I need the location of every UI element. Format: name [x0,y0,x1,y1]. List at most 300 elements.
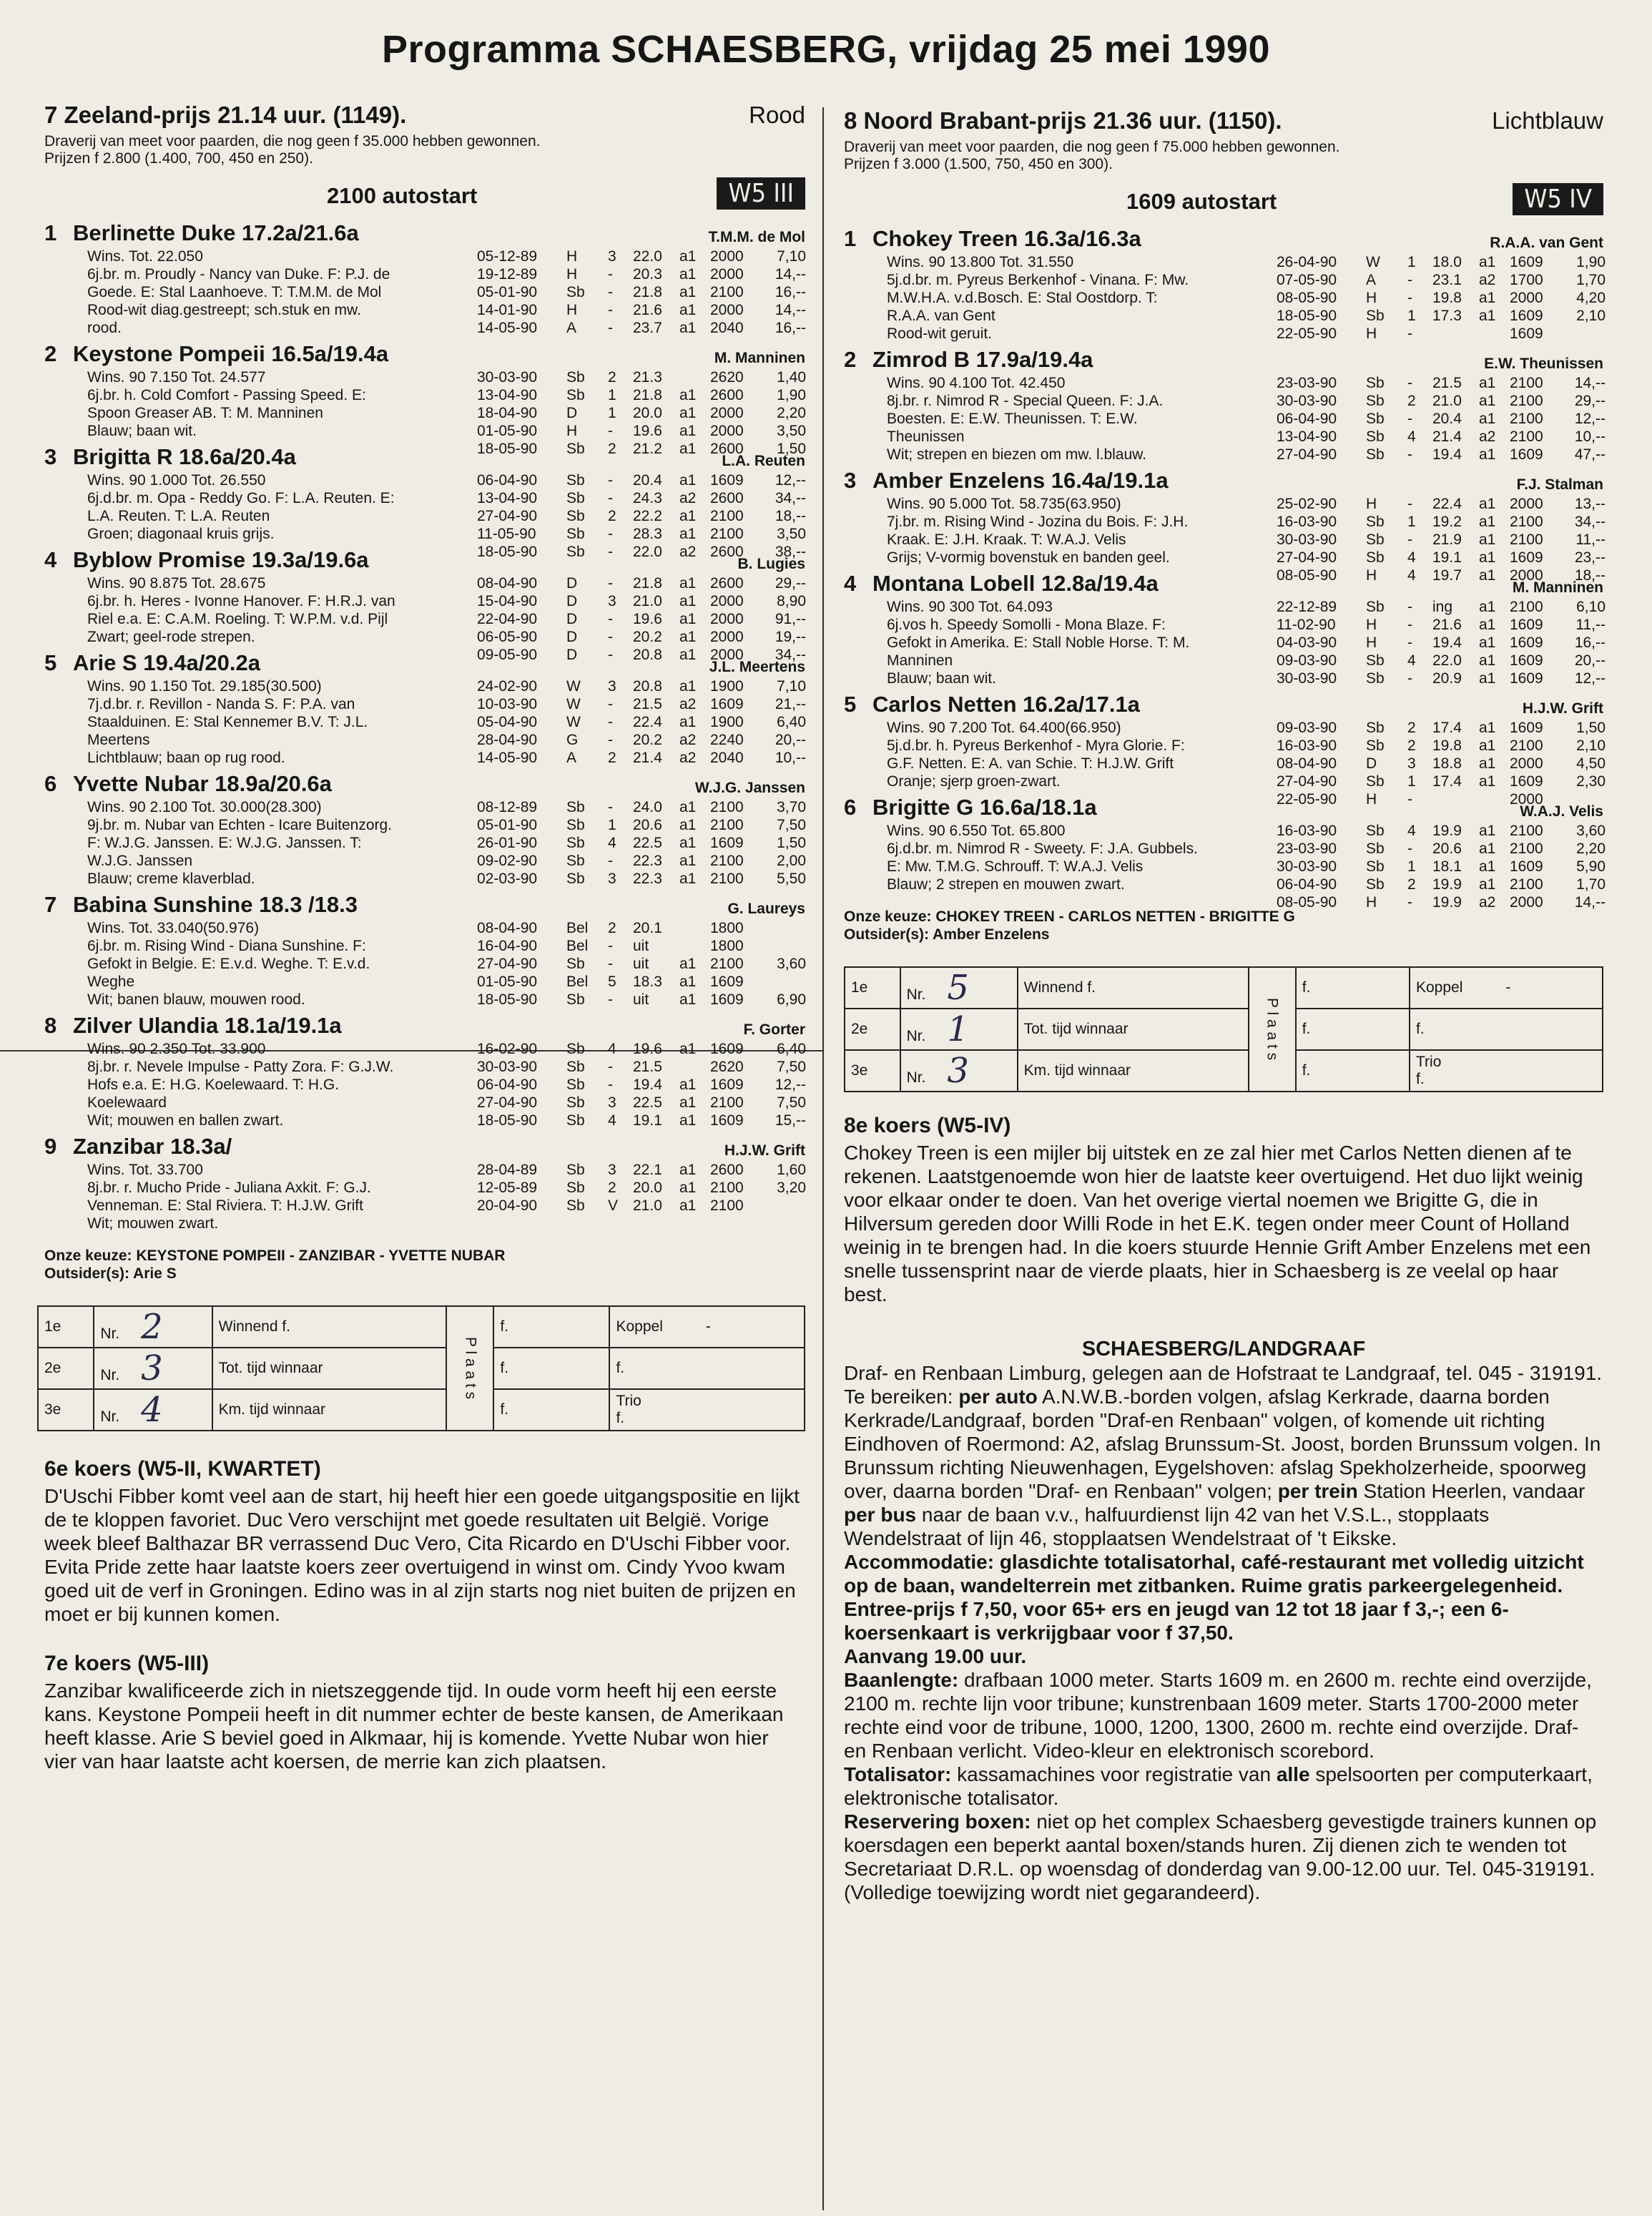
start-class: a2 [679,732,697,748]
distance: 2100 [710,1197,744,1214]
placing: - [608,732,613,748]
venue-label: Reservering boxen: [844,1810,1031,1833]
km-time: 21.6 [633,302,662,318]
distance: 2000 [1510,894,1543,911]
placing: - [608,266,613,283]
start-row [1277,876,1606,893]
horse-number: 5 [44,650,57,675]
start-date: 16-03-90 [1277,823,1337,839]
start-row [1277,495,1606,513]
placing: - [608,575,613,592]
placing: 3 [608,1162,616,1178]
placing: 2 [1407,876,1416,893]
track: Sb [566,472,585,489]
track: Sb [1366,411,1385,427]
start-class: a2 [679,696,697,712]
horse-name-row [44,1013,805,1040]
horse-info-line: 5j.d.br. m. Pyreus Berkenhof - Vinana. F: Mw. [887,272,1189,288]
horse-name-row [44,547,805,574]
distance: 2000 [710,647,744,663]
odds: 12,-- [1574,411,1606,427]
odds: 3,20 [777,1180,806,1196]
venue-text: spelsoorten per computerkaart, elektronische totalisator. [844,1763,1593,1809]
horse-name-row [844,226,1603,253]
placing: 4 [1407,567,1416,584]
horse-details [844,822,1606,911]
plaats-payout: f. [493,1389,609,1431]
horse-number: 3 [844,468,857,493]
winner-number-cell [94,1348,212,1389]
track: Sb [566,817,585,833]
distance: 2000 [710,611,744,627]
placing: 2 [608,920,616,936]
distance: 2100 [1510,599,1543,615]
track: D [566,647,578,663]
preview-8 [844,1114,1603,1306]
placing: - [608,714,613,730]
race-color: Lichtblauw [1492,107,1603,134]
start-date: 01-05-90 [477,974,538,990]
horse-number: 7 [44,892,57,917]
horse-info-line: Wins. 90 1.000 Tot. 26.550 [87,472,266,489]
plaats-label: P l a a t s [1249,967,1296,1092]
trio-cell [1410,1050,1603,1092]
plaats-label: P l a a t s [446,1306,493,1431]
horse-info-line: Kraak. E: J.H. Kraak. T: W.A.J. Velis [887,531,1126,548]
track: Sb [566,1197,585,1214]
placing: 1 [608,405,616,421]
horse-info-line: Wins. 90 7.150 Tot. 24.577 [87,369,266,386]
distance: 1609 [710,696,744,712]
start-date: 27-04-90 [477,956,538,972]
recent-starts [1277,598,1606,687]
horse-info-line: Gefokt in Amerika. E: Stall Noble Horse. T: M. [887,634,1190,651]
bet-type-badge: W5 III [717,177,805,210]
distance: 2000 [710,405,744,421]
distance: 2600 [710,1162,744,1178]
start-class: a1 [679,629,697,645]
start-row [1277,616,1606,634]
horse-details [844,374,1606,464]
distance: 2000 [710,593,744,609]
distance: 2000 [1510,290,1543,306]
distance: 2100 [710,1094,744,1111]
horse-number: 6 [44,771,57,796]
horse-info-line: Meertens [87,732,150,748]
trio-label: Trio [1416,1054,1442,1070]
start-date: 18-05-90 [477,991,538,1008]
result-table [37,1305,805,1431]
horse-name: Brigitta R 18.6a/20.4a [73,444,296,469]
distance: 2100 [710,853,744,869]
start-class: a1 [679,611,697,627]
result-label: Km. tijd winnaar [212,1389,447,1431]
km-time: 19.8 [1432,737,1462,754]
distance: 2100 [1510,428,1543,445]
placing: - [608,423,613,439]
horse-details [44,677,805,767]
horse-name: Byblow Promise 19.3a/19.6a [73,547,369,572]
venue-text: Station Heerlen, vandaar [1363,1480,1585,1502]
horse-number: 1 [844,226,857,251]
distance: 1609 [1510,670,1543,687]
start-row [477,368,806,386]
placing: 3 [608,678,616,695]
start-row [1277,598,1606,616]
horse-driver: H.J.W. Grift [724,1142,805,1159]
track: H [1366,617,1377,633]
km-time: 24.0 [633,799,662,815]
distance: 1609 [710,472,744,489]
start-row [477,1112,806,1129]
start-date: 25-02-90 [1277,496,1337,512]
recent-starts [1277,374,1606,464]
horse-number: 1 [44,220,57,245]
distance: 2100 [710,817,744,833]
horse-number: 9 [44,1134,57,1159]
placing: - [1407,617,1412,633]
start-date: 11-05-90 [477,526,536,542]
start-class: a1 [679,593,697,609]
horse-name-row [44,771,805,798]
start-class: a1 [679,974,697,990]
venue-text: Draf- en Renbaan Limburg, gelegen aan de Hofstraat te Landgraaf, tel. 045 - 319191. Te bereiken: [844,1362,1603,1408]
start-date: 08-04-90 [477,575,538,592]
handwritten-number: 1 [947,1009,969,1049]
horse-info-line: W.J.G. Janssen [87,853,193,869]
track: Sb [1366,446,1385,463]
horse-name-row [844,347,1603,374]
start-class: a2 [679,490,697,506]
km-time: 20.9 [1432,670,1462,687]
km-time: 22.0 [633,544,662,560]
start-row [477,937,806,955]
horse-info-line: Wins. 90 6.550 Tot. 65.800 [887,823,1066,839]
horse-details [844,598,1606,687]
start-class: a1 [1479,773,1496,790]
horse-entry [844,571,1606,687]
km-time: 20.6 [1432,840,1462,857]
odds: 12,-- [775,472,806,489]
track: Sb [1366,599,1385,615]
start-date: 16-02-90 [477,1041,538,1057]
odds: 18,-- [775,508,806,524]
track: Sb [1366,531,1385,548]
horse-name: Arie S 19.4a/20.2a [73,650,260,675]
odds: 7,10 [777,248,806,265]
horse-number: 5 [844,692,857,717]
horse-driver: H.J.W. Grift [1522,700,1603,717]
odds: 2,20 [1576,840,1606,857]
horse-info-line: Wins. 90 1.150 Tot. 29.185(30.500) [87,678,322,695]
start-class: a1 [1479,290,1496,306]
horse-info-line: Goede. E: Stal Laanhoeve. T: T.M.M. de Mol [87,284,382,300]
venue-label: Baanlengte: [844,1669,959,1691]
km-time: 22.5 [633,1094,662,1111]
trio-cell [609,1389,805,1431]
track: Sb [1366,737,1385,754]
placing: - [608,696,613,712]
horse-info-line: Venneman. E: Stal Riviera. T: H.J.W. Grift [87,1197,363,1214]
odds: 20,-- [1574,652,1606,669]
placing: 3 [608,871,616,887]
odds: 91,-- [775,611,806,627]
trio-label: Trio [616,1393,641,1409]
start-row [477,1094,806,1112]
start-row [477,247,806,265]
horse-details [44,247,805,337]
venue-text: drafbaan 1000 meter. Starts 1609 m. en 2600 m. rechte eind overzijde, 2100 m. rechte lijn voor tribune; kunstrenbaan 1609 meter. Starts 1700-2000 meter rechte eind voor de tribune, 1000, 1200, 1300, 2600 m. rechte eind overzijde. Draf- en Renbaan verlicht. Video-kleur en elektronisch scorebord. [844,1669,1592,1762]
odds: 38,-- [775,544,806,560]
start-class: a1 [1479,840,1496,857]
start-row [477,404,806,422]
distance: 2000 [1510,791,1543,808]
recent-starts [477,247,806,337]
km-time: 19.1 [1432,549,1462,566]
start-date: 27-04-90 [1277,549,1337,566]
km-time: 17.3 [1432,308,1462,324]
start-date: 01-05-90 [477,423,538,439]
horse-info-line: 9j.br. m. Nubar van Echten - Icare Buitenzorg. [87,817,393,833]
start-class: a1 [679,1112,697,1129]
start-date: 18-04-90 [477,405,538,421]
km-time: 19.1 [633,1112,662,1129]
winner-number-cell [900,967,1018,1009]
distance: 2100 [1510,411,1543,427]
odds: 3,70 [777,799,806,815]
start-date: 22-05-90 [1277,791,1337,808]
preview-6 [44,1457,805,1626]
start-row [477,834,806,852]
start-row [1277,822,1606,840]
race-header [844,107,1603,139]
start-date: 06-04-90 [1277,876,1337,893]
odds: 1,50 [777,835,806,851]
horse-info [44,471,502,543]
track: Sb [1366,670,1385,687]
distance: 1609 [1510,325,1543,342]
horse-info-line: Groen; diagonaal kruis grijs. [87,526,275,542]
start-date: 08-05-90 [1277,567,1337,584]
distance: 2100 [710,871,744,887]
start-row [1277,289,1606,307]
km-time: 24.3 [633,490,662,506]
horse-info-line: Riel e.a. E: C.A.M. Roeling. T: W.P.M. v.d. Pijl [87,611,388,627]
distance: 1609 [1510,446,1543,463]
start-class: a1 [1479,737,1496,754]
start-row [477,386,806,404]
placing: - [608,526,613,542]
start-row [1277,858,1606,876]
koppel-dash: - [705,1318,711,1335]
odds: 11,-- [1575,617,1606,633]
horse-info-line: rood. [87,320,122,336]
start-date: 27-04-90 [477,508,538,524]
start-row [477,471,806,489]
race-prizes: Prijzen f 2.800 (1.400, 700, 450 en 250). [44,150,313,167]
outsiders: Outsider(s): Arie S [44,1265,177,1282]
preview-text: Zanzibar kwalificeerde zich in nietszeggende tijd. In oude vorm heeft hij een eerste kans. Keystone Pompeii heeft in dit nummer echter de beste kansen, de Amerikaan heeft klasse. Arie S beviel goed in Alkmaar, hij is komende. Yvette Nubar won hier vier van haar laatste acht koersen, de merrie kan zich plaatsen. [44,1680,784,1773]
horse-number: 2 [44,341,57,366]
km-time: 23.1 [1432,272,1462,288]
start-row [477,919,806,937]
odds: 29,-- [775,575,806,592]
odds: 2,20 [777,405,806,421]
nr-label: Nr. [100,1408,120,1425]
placing: - [608,938,613,954]
start-row [1277,737,1606,755]
horse-info-line: 6j.d.br. m. Nimrod R - Sweety. F: J.A. Gubbels. [887,840,1198,857]
distance: 2100 [1510,876,1543,893]
handwritten-number: 3 [141,1348,163,1388]
horse-entry [844,226,1606,343]
start-date: 19-12-89 [477,266,538,283]
placing: - [608,799,613,815]
start-class: a1 [679,1197,697,1214]
km-time: 21.5 [633,1059,662,1075]
horse-info-line: Wins. 90 8.875 Tot. 28.675 [87,575,266,592]
distance: 2000 [710,423,744,439]
track: A [566,320,577,336]
placing: - [1407,894,1412,911]
km-time: 20.4 [1432,411,1462,427]
track: Sb [566,284,585,300]
track: D [566,405,578,421]
start-date: 05-04-90 [477,714,538,730]
start-date: 06-04-90 [477,472,538,489]
track: Sb [566,991,585,1008]
track: Sb [566,1041,585,1057]
track: Sb [566,490,585,506]
horse-info-line: Wit; banen blauw, mouwen rood. [87,991,305,1008]
start-row [477,610,806,628]
race-color: Rood [749,102,805,128]
result-row [38,1389,805,1431]
horse-info-line: 8j.br. r. Nimrod R - Special Queen. F: J.A. [887,393,1164,409]
placing: - [608,611,613,627]
km-time: 18.1 [1432,858,1462,875]
track: Sb [1366,428,1385,445]
recent-starts [1277,253,1606,343]
km-time: 19.2 [1432,514,1462,530]
odds: 7,10 [777,678,806,695]
distance: 2040 [710,320,744,336]
horse-info [44,574,502,646]
start-class: a2 [679,750,697,766]
distance: 2000 [1510,496,1543,512]
odds: 3,50 [777,423,806,439]
start-class: a1 [679,284,697,300]
start-date: 08-05-90 [1277,894,1337,911]
placing: 2 [608,750,616,766]
km-time: 20.3 [633,266,662,283]
start-row [477,991,806,1009]
start-row [477,1179,806,1197]
start-date: 05-12-89 [477,248,538,265]
horse-info [844,598,1302,687]
horse-name: Montana Lobell 12.8a/19.4a [872,571,1159,596]
km-time: uit [633,956,649,972]
distance: 2000 [710,248,744,265]
horse-number: 6 [844,795,857,820]
start-row [477,283,806,301]
odds: 14,-- [1574,375,1606,391]
horse-info-line: E: Mw. T.M.G. Schrouff. T: W.A.J. Velis [887,858,1144,875]
koppel-dash: - [1505,979,1511,996]
km-time: 21.3 [633,369,662,386]
horse-info-line: Wins. 90 4.100 Tot. 42.450 [887,375,1066,391]
placing: - [1407,840,1412,857]
km-time: 20.6 [633,817,662,833]
start-date: 23-03-90 [1277,375,1337,391]
horse-info-line: Oranje; sjerp groen-zwart. [887,773,1061,790]
placing: - [608,647,613,663]
placing: 3 [608,248,616,265]
track: Sb [1366,876,1385,893]
track: Sb [1366,393,1385,409]
horse-list [844,226,1606,911]
km-time: uit [633,991,649,1008]
km-time: 21.2 [633,441,662,457]
start-date: 26-01-90 [477,835,538,851]
track: W [566,696,581,712]
start-date: 30-03-90 [1277,858,1337,875]
track: H [566,248,578,265]
start-row [477,265,806,283]
horse-info-line: 6j.br. m. Proudly - Nancy van Duke. F: P.J. de [87,266,390,283]
horse-name-row [44,341,805,368]
nr-label: Nr. [906,986,926,1003]
horse-info-line: Blauw; baan wit. [87,423,197,439]
start-class: a1 [679,1041,697,1057]
start-date: 09-03-90 [1277,652,1337,669]
placing: - [608,544,613,560]
horse-name-row [44,650,805,677]
start-row [477,592,806,610]
horse-info [844,719,1302,790]
start-date: 13-04-90 [477,387,538,403]
km-time: 19.4 [1432,446,1462,463]
start-row [477,713,806,731]
km-time: 21.8 [633,575,662,592]
track: Sb [566,1094,585,1111]
result-row [845,967,1603,1009]
km-time: 28.3 [633,526,662,542]
start-row [1277,446,1606,464]
placing: 2 [608,1180,616,1196]
km-time: 17.4 [1432,720,1462,736]
page-title: Programma SCHAESBERG, vrijdag 25 mei 1990 [382,28,1270,71]
placing: 2 [608,441,616,457]
odds: 1,50 [777,441,806,457]
horse-info-line: Theunissen [887,428,965,445]
track: Sb [566,508,585,524]
preview-7 [44,1652,805,1773]
preview-text: D'Uschi Fibber komt veel aan de start, hij heeft hier een goede uitgangspositie en lijkt de te kloppen favoriet. Duc Vero verschijnt met goede resultaten uit België. Vorige week bleef Balthazar BR verrassend Duc Vero, Cita Ricardo en D'Uschi Fibber voor. Evita Pride zette haar laatste koers zeer overtuigend in winst om. Cindy Yvoo kwam goed uit de verf in Groningen. Edino was in al zijn starts nog niet buiten de prijzen en moet er bij kunnen komen. [44,1485,800,1625]
placing: 3 [608,1094,616,1111]
km-time: 19.4 [1432,634,1462,651]
odds: 1,70 [1576,876,1606,893]
odds: 5,90 [1576,858,1606,875]
result-grid [844,966,1603,1092]
km-time: 20.4 [633,472,662,489]
start-date: 06-05-90 [477,629,538,645]
start-class: a1 [1479,531,1496,548]
placing: 4 [1407,823,1416,839]
race-title: 7 Zeeland-prijs 21.14 uur. (1149). [44,102,407,128]
start-row [477,749,806,767]
horse-info-line: Wit; mouwen zwart. [87,1215,219,1232]
